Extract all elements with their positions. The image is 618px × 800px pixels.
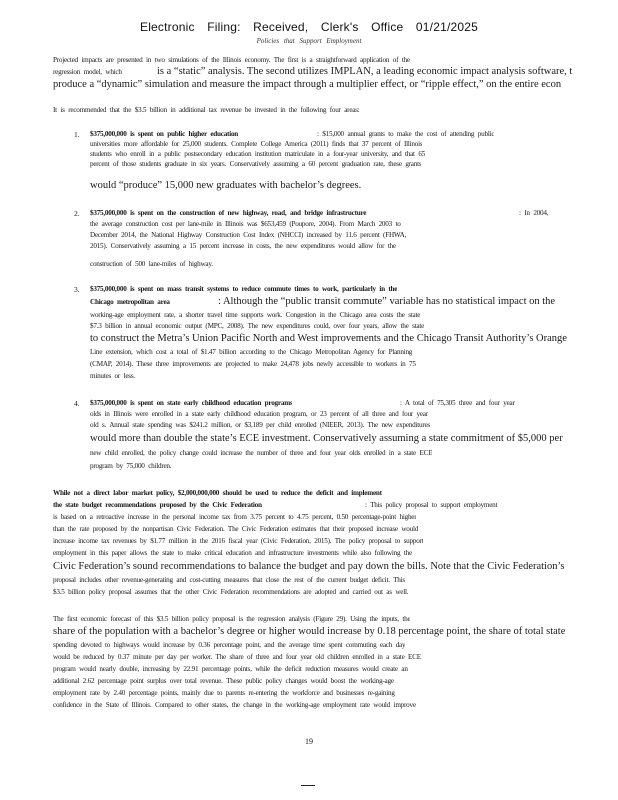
item-heading: $375,000,000 is spent on the construction of new highway, road, and bridge infrastructure bbox=[90, 209, 367, 217]
item-line: would more than double the state’s ECE investment. Conservatively assuming a state commitment of $5,000 per bbox=[90, 433, 563, 444]
item-line: percent of those students graduate in six years. Conservatively assuming a 60 percent graduation rate, these grants bbox=[90, 160, 422, 168]
paragraph-line: While not a direct labor market policy, $2,000,000,000 should be used to reduce the deficit and implement bbox=[53, 489, 382, 497]
list-number: 4. bbox=[74, 399, 80, 408]
item-line: $7.3 billion in annual economic output (MPC, 2008). The new expenditures could, over four years, allow the state bbox=[90, 322, 425, 330]
item-heading: $375,000,000 is spent on public higher education bbox=[90, 130, 239, 138]
item-line: : Although the “public transit commute” variable has no statistical impact on the bbox=[218, 296, 556, 307]
item-line: new child enrolled, the policy change could increase the number of three and four year olds enrolled in a state ECE bbox=[90, 449, 433, 457]
paragraph-line: $3.5 billion policy proposal assumes that the other Civic Federation recommendations are adopted and carried out as well. bbox=[53, 588, 409, 596]
item-line: : A total of 75,305 three and four year bbox=[400, 399, 515, 407]
running-subtitle: Policies that Support Employment bbox=[256, 37, 362, 45]
item-line: program by 75,000 children. bbox=[90, 462, 172, 470]
item-line: working-age employment rate, a shorter travel time supports work. Congestion in the Chicago area costs the state bbox=[90, 311, 421, 319]
paragraph-line: is based on a retroactive increase in the personal income tax from 3.75 percent to 4.75 percent, 0.50 percentage-point higher bbox=[53, 513, 417, 521]
item-line: would “produce” 15,000 new graduates with bachelor’s degrees. bbox=[90, 180, 362, 191]
item-line: old s. Annual state spending was $241.2 million, or $3,189 per child enrolled (NIEER, 2013). The new expenditures bbox=[90, 421, 430, 429]
paragraph-line: spending devoted to highways would increase by 0.36 percentage point, and the average time spent commuting each day bbox=[53, 641, 406, 649]
item-line: to construct the Metra’s Union Pacific North and West improvements and the Chicago Transit Authority’s Orange bbox=[90, 333, 567, 344]
page-number: 19 bbox=[305, 737, 313, 746]
paragraph-line: the state budget recommendations proposed by the Civic Federation bbox=[53, 501, 262, 509]
paragraph-line: employment in this paper allows the state to make critical education and infrastructure investments while also following the bbox=[53, 549, 412, 557]
item-heading: $375,000,000 is spent on state early childhood education programs bbox=[90, 399, 293, 407]
item-line: minutes or less. bbox=[90, 372, 135, 380]
item-line: 2015). Conservatively assuming a 15 percent increase in costs, the new expenditures would allow for the bbox=[90, 242, 396, 250]
item-line: construction of 500 lane-miles of highway. bbox=[90, 260, 213, 268]
paragraph-line: Civic Federation’s sound recommendations to balance the budget and pay down the bills. Note that the Civic Federation’s bbox=[53, 561, 565, 572]
paragraph-line: would be reduced by 0.37 minute per day per worker. The share of three and four year old children enrolled in a state ECE bbox=[53, 653, 421, 661]
list-number: 3. bbox=[74, 285, 80, 294]
item-line: universities more affordable for 25,000 students. Complete College America (2011) finds that 37 percent of Illinois bbox=[90, 140, 423, 148]
item-line: December 2014, the National Highway Construction Cost Index (NHCCI) increased by 11.6 percent (FHWA, bbox=[90, 231, 407, 239]
intro-line: Projected impacts are presented in two simulations of the Illinois economy. The first is a straightforward application of the bbox=[53, 56, 410, 64]
paragraph-line: increase income tax revenues by $1.77 million in the 2016 fiscal year (Civic Federation, 2015). The policy proposal to support bbox=[53, 537, 424, 545]
item-heading: $375,000,000 is spent on mass transit systems to reduce commute times to work, particularly in the bbox=[90, 285, 398, 293]
item-line: olds in Illinois were enrolled in a state early childhood education program, or 23 percent of all three and four year bbox=[90, 410, 428, 418]
filing-header: Electronic Filing: Received, Clerk's Office 01/21/2025 bbox=[139, 20, 478, 34]
item-line: : $15,000 annual grants to make the cost of attending public bbox=[317, 130, 495, 138]
item-heading: Chicago metropolitan area bbox=[90, 298, 170, 306]
paragraph-line: than the rate proposed by the nonpartisan Civic Federation. The Civic Federation estimates that their proposed increase would bbox=[53, 525, 419, 533]
intro-line: is a “static” analysis. The second utilizes IMPLAN, a leading economic impact analysis software, t bbox=[157, 66, 573, 77]
paragraph-line: confidence in the State of Illinois. Compared to other states, the change in the working-age employment rate would improve bbox=[53, 701, 416, 709]
recommendation-sentence: It is recommended that the $3.5 billion in additional tax revenue be invested in the following four areas: bbox=[53, 106, 360, 114]
intro-line: regression model, which bbox=[53, 68, 122, 76]
paragraph-line: program would nearly double, increasing by 22.91 percentage points, while the deficit reduction measures would create an bbox=[53, 665, 408, 673]
item-line: Line extension, which cost a total of $1.47 billion according to the Chicago Metropolitan Agency for Planning bbox=[90, 348, 413, 356]
paragraph-line: employment rate by 2.40 percentage points, mainly due to parents re-entering the workforce and businesses re-gaining bbox=[53, 689, 395, 697]
item-line: students who enroll in a public postsecondary education institution matriculate in a four-year university, and that 65 bbox=[90, 150, 426, 158]
paragraph-line: : This policy proposal to support employment bbox=[365, 501, 498, 509]
item-line: : In 2004, bbox=[519, 209, 549, 217]
list-number: 2. bbox=[74, 209, 80, 218]
paragraph-line: share of the population with a bachelor’s degree or higher would increase by 0.18 percentage point, the share of total state bbox=[53, 626, 566, 637]
intro-line: produce a “dynamic” simulation and measure the impact through a multiplier effect, or “ripple effect,” on the entire econ bbox=[53, 79, 562, 90]
list-number: 1. bbox=[74, 130, 80, 139]
item-line: the average construction cost per lane-mile in Illinois was $653,459 (Poupore, 2004). From March 2003 to bbox=[90, 220, 401, 228]
footer-rule bbox=[301, 785, 315, 786]
paragraph-line: The first economic forecast of this $3.5 billion policy proposal is the regression analysis (Figure 29). Using the inputs, the bbox=[53, 615, 411, 623]
paragraph-line: proposal includes other revenue-generating and cost-cutting measures that close the rest of the current budget deficit. This bbox=[53, 576, 405, 584]
paragraph-line: additional 2.62 percentage point surplus over total revenue. These public policy changes would boost the working-age bbox=[53, 677, 394, 685]
item-line: (CMAP, 2014). These three improvements are projected to make 24,478 jobs newly accessible to workers in 75 bbox=[90, 360, 416, 368]
